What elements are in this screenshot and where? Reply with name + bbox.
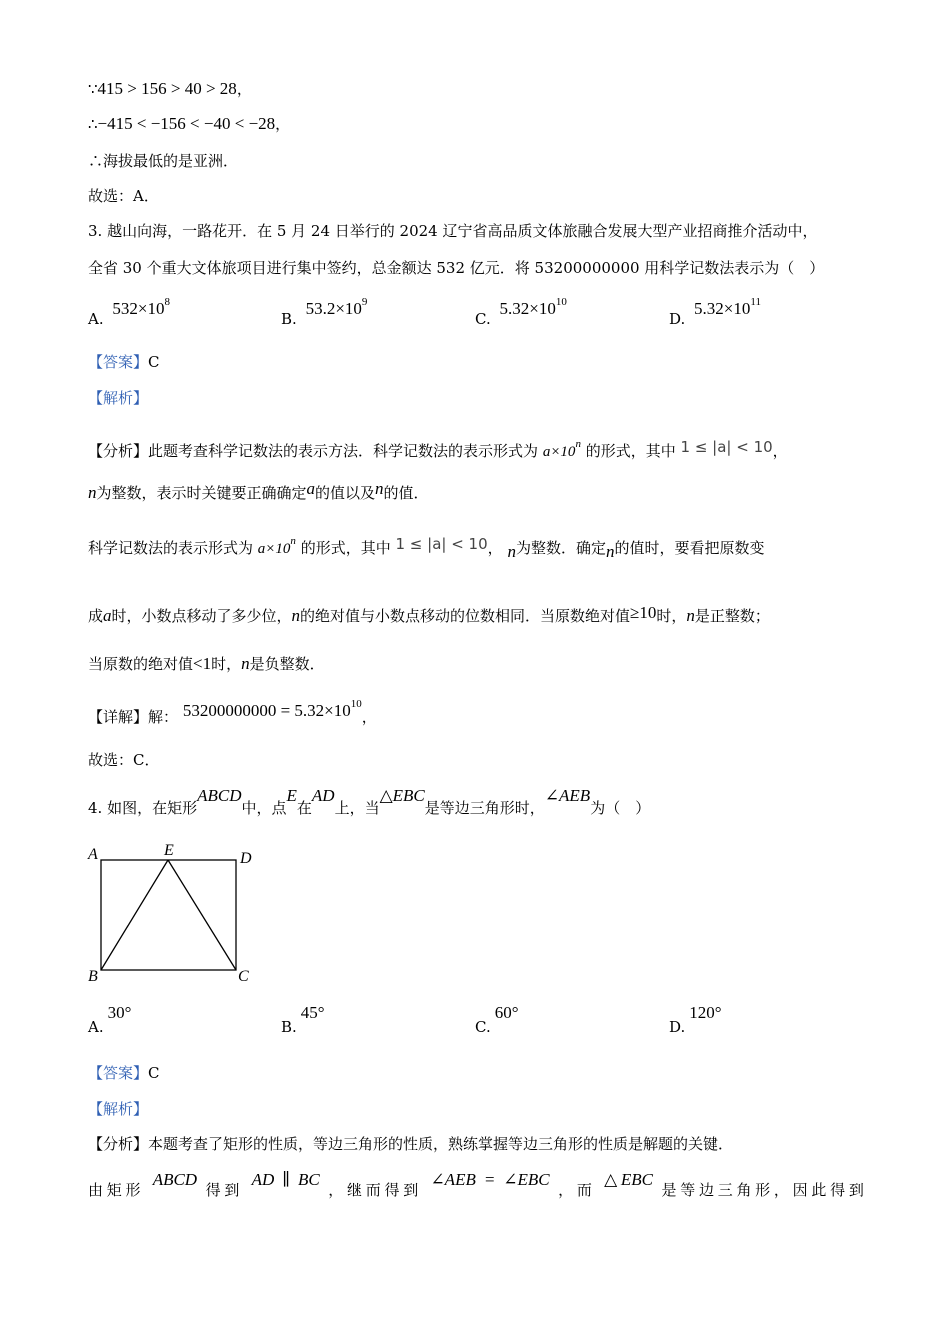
q4-fenxi: 【分析】本题考查了矩形的性质，等边三角形的性质，熟练掌握等边三角形的性质是解题的关键．	[88, 1135, 734, 1153]
q2-choice: 故选：A．	[88, 187, 159, 205]
label-b: B	[88, 968, 98, 985]
q3-para-1: 科学记数法的表示形式为 $a\times 10^n$ 的形式，其中 1 ≤ |a| < 10， n为整数．确定n的值时，要看把原数变	[88, 535, 765, 561]
q3-stem-line-2: 全省 30 个重大文体旅项目进行集中签约，总金额达 532 亿元．将 53200000000 用科学记数法表示为（ ）	[88, 259, 825, 277]
q3-analysis-tag: 【解析】	[88, 389, 149, 407]
q3-detail: 【详解】解： $53200000000 = 5.32\times 10^{10}$，	[88, 698, 377, 726]
label-d: D	[240, 850, 252, 867]
q4-stem: 4. 如图，在矩形ABCD中，点E在AD上，当△EBC是等边三角形时，∠AEB为（ ）	[88, 786, 651, 817]
q3-para-3: 当原数的绝对值<1时，n是负整数．	[88, 654, 325, 673]
label-c: C	[238, 968, 249, 985]
q3-fenxi-line-2: n为整数，表示时关键要正确确定a的值以及n的值．	[88, 479, 429, 502]
q4-option-a: A.30°	[88, 1003, 132, 1036]
label-e: E	[164, 842, 174, 859]
q4-analysis-tag: 【解析】	[88, 1100, 149, 1118]
q4-figure	[84, 842, 264, 992]
q3-fenxi-line-1: 【分析】此题考查科学记数法的表示方法．科学记数法的表示形式为 $a\times 10^n$ 的形式，其中 1 ≤ |a| < 10，	[88, 438, 788, 460]
q4-last-line: 由矩形 ABCD 得到 AD ∥ BC ，继而得到 ∠AEB = ∠EBC ，而 △EBC 是等边三角形，因此得到	[88, 1170, 864, 1199]
q3-stem-line-1: 3. 越山向海，一路花开．在 5 月 24 日举行的 2024 辽宁省高品质文体旅融合发展大型产业招商推介活动中，	[88, 222, 818, 240]
segment-be	[101, 860, 168, 970]
q3-para-2: 成a时，小数点移动了多少位，n的绝对值与小数点移动的位数相同．当原数绝对值≥10时，n是正整数；	[88, 603, 770, 625]
q4-answer: 【答案】C	[88, 1064, 160, 1082]
q3-choice: 故选：C．	[88, 751, 160, 769]
q2-inequality-2: −415 < −156 < −40 < −28	[97, 114, 276, 133]
q3-option-a: A. $532\times 10^8$	[88, 296, 170, 328]
rectangle-abcd	[101, 860, 236, 970]
q4-option-c: C.60°	[475, 1003, 519, 1036]
q3-option-d: D. $5.32\times 10^{11}$	[669, 296, 761, 328]
q2-line-because: ∵415 > 156 > 40 > 28，	[88, 79, 252, 98]
q2-line-therefore: ∴−415 < −156 < −40 < −28，	[88, 114, 291, 133]
label-a: A	[88, 846, 98, 863]
q4-option-d: D.120°	[669, 1003, 722, 1036]
q4-option-b: B.45°	[281, 1003, 325, 1036]
q2-inequality-1: 415 > 156 > 40 > 28	[97, 79, 237, 98]
segment-ec	[168, 860, 236, 970]
q2-conclusion: ∴海拔最低的是亚洲．	[88, 152, 239, 170]
q3-answer: 【答案】C	[88, 353, 160, 371]
q3-option-b: B. $53.2\times 10^9$	[281, 296, 368, 328]
q3-option-c: C. $5.32\times 10^{10}$	[475, 296, 567, 328]
